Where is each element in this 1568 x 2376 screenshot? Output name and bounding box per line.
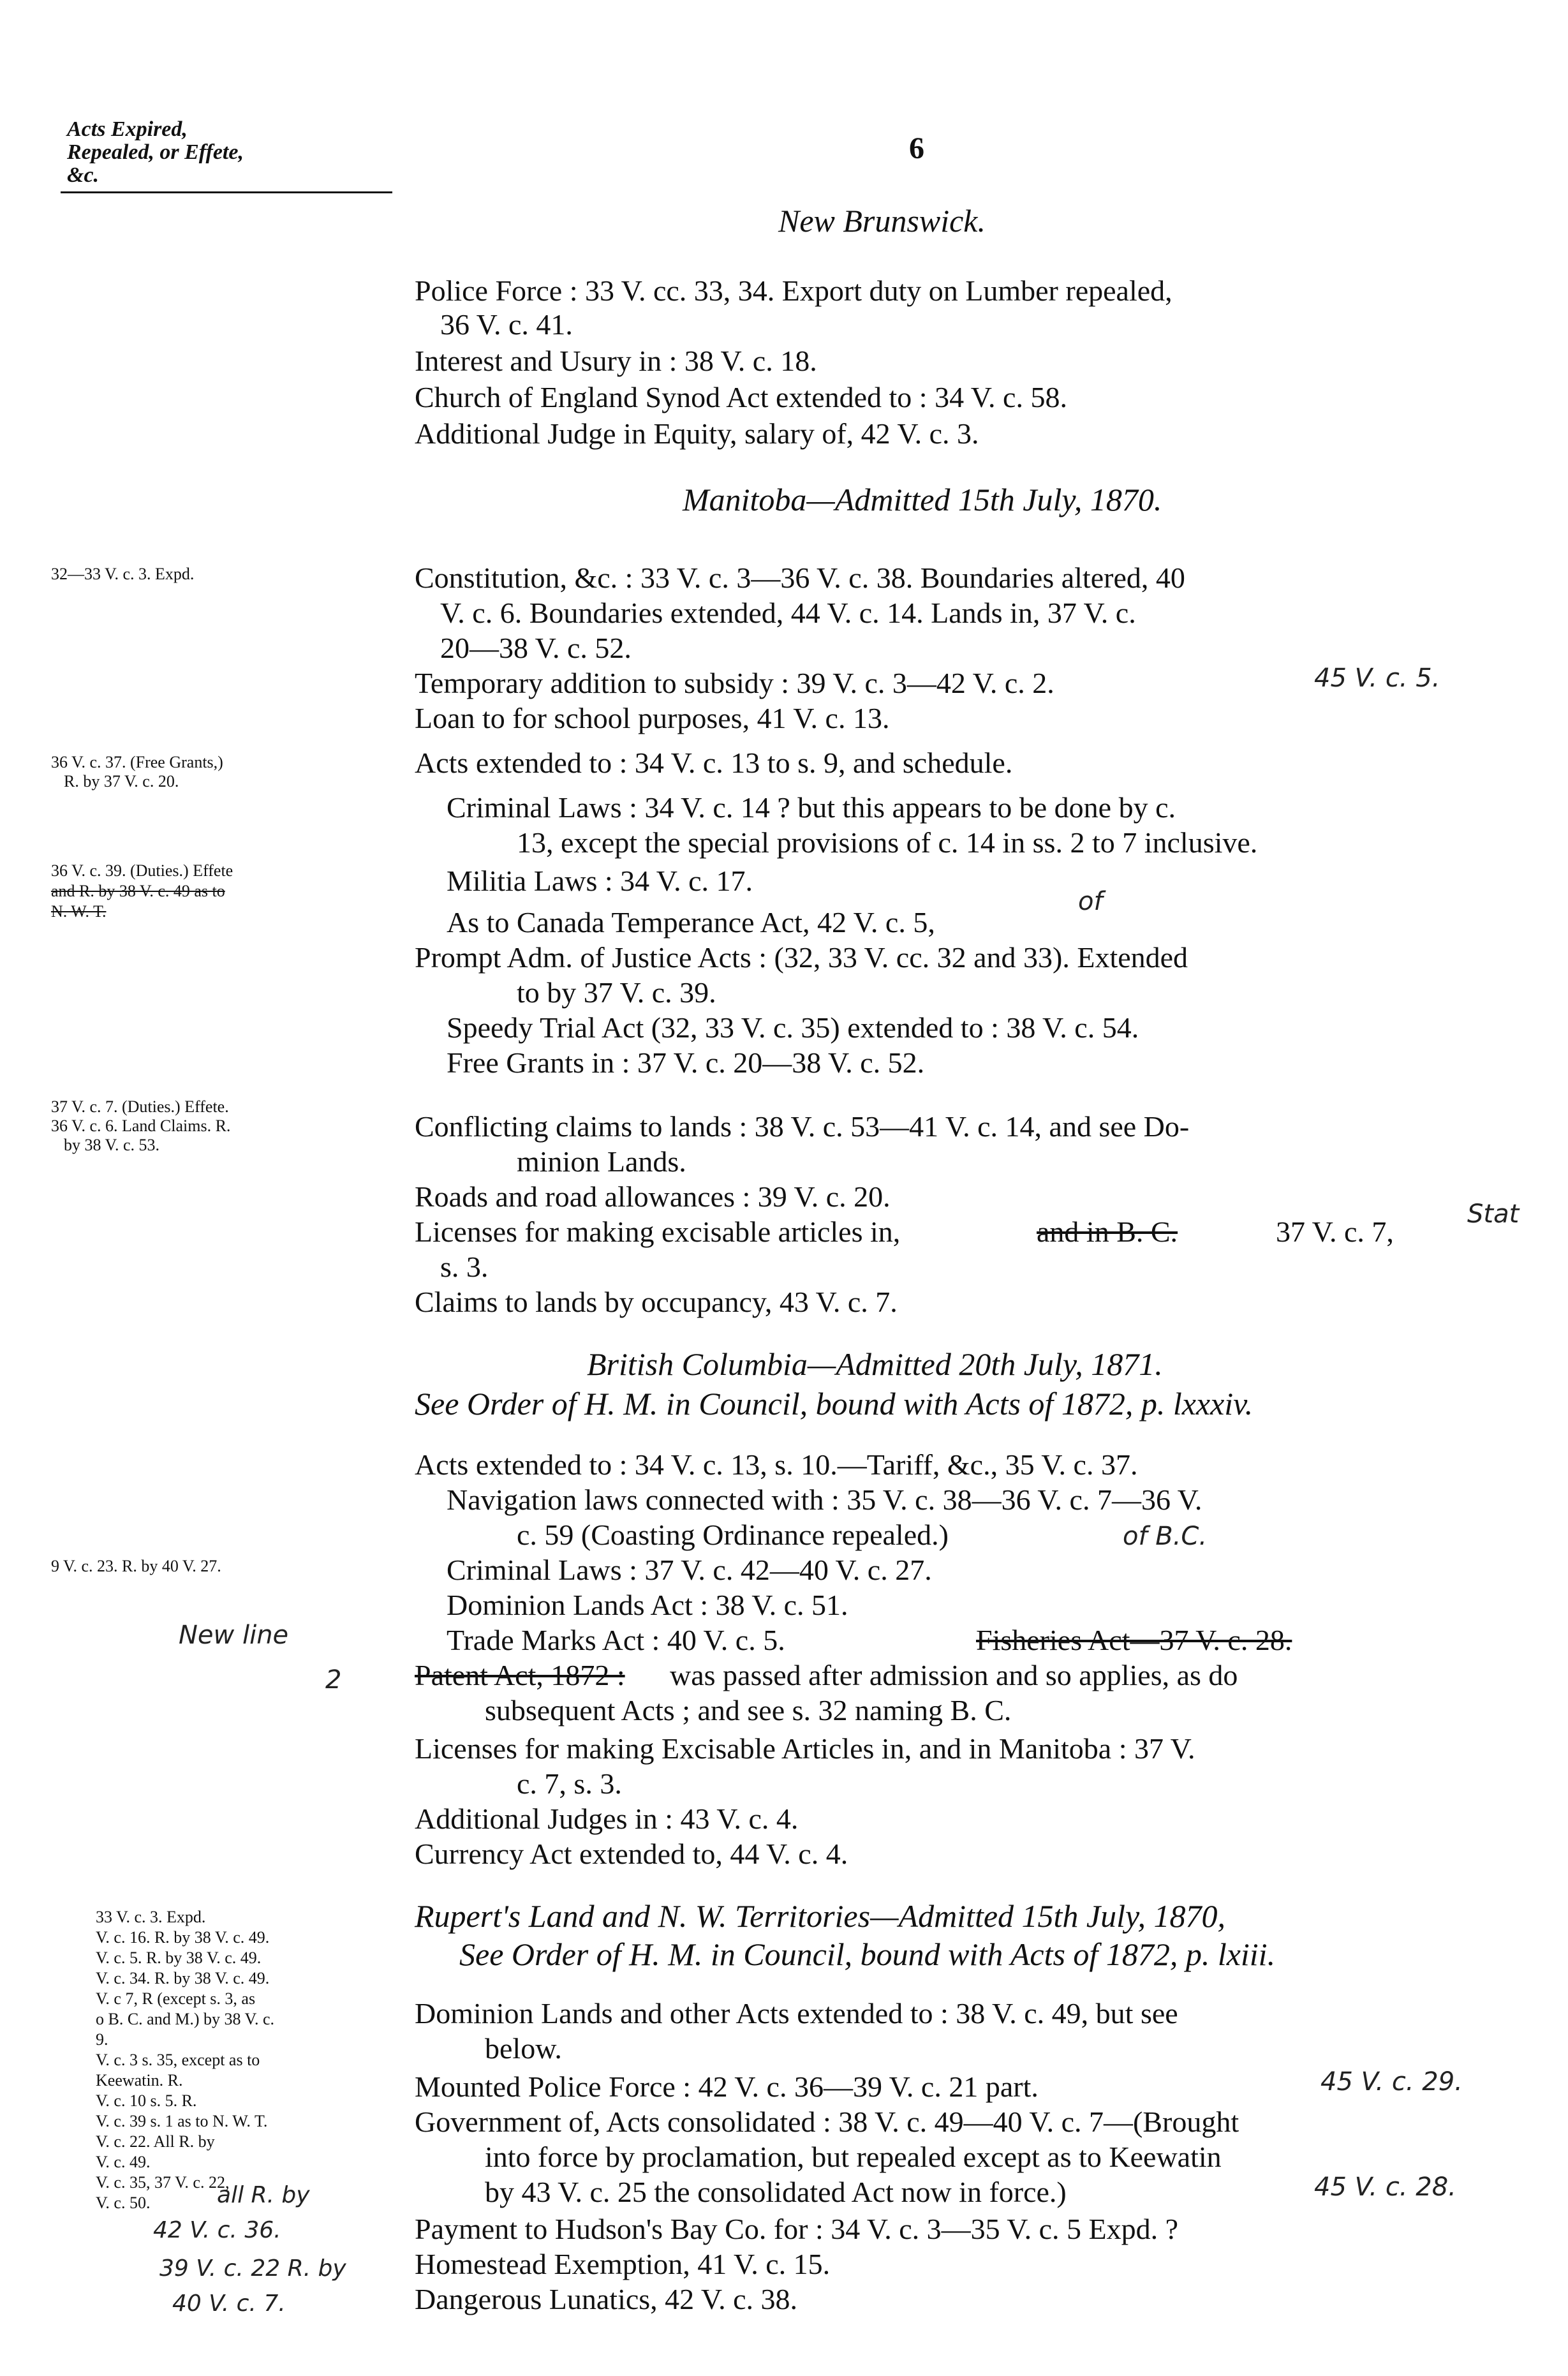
margin-note: V. c. 10 s. 5. R. [96,2091,197,2110]
manitoba-line: Roads and road allowances : 39 V. c. 20. [415,1180,891,1213]
margin-note: V. c. 16. R. by 38 V. c. 49. [96,1928,270,1947]
rl-line: Homestead Exemption, 41 V. c. 15. [415,2248,831,2280]
manitoba-line: 37 V. c. 7, [1276,1215,1394,1248]
bc-subtitle: See Order of H. M. in Council, bound with Acts of 1872, p. lxxxiv. [415,1386,1254,1422]
rl-line: Government of, Acts consolidated : 38 V. c. 49—40 V. c. 7—(Brought [415,2105,1239,2138]
margin-note: R. by 37 V. c. 20. [64,772,179,791]
manitoba-line: Temporary addition to subsidy : 39 V. c. 3—42 V. c. 2. [415,667,1054,699]
bc-line: c. 59 (Coasting Ordinance repealed.) [517,1518,949,1551]
new-brunswick-title: New Brunswick. [778,203,986,239]
manitoba-line: Licenses for making excisable articles in, [415,1215,901,1248]
rl-line: Payment to Hudson's Bay Co. for : 34 V. c. 3—35 V. c. 5 Expd. ? [415,2213,1179,2245]
margin-note: Keewatin. R. [96,2071,183,2090]
handwritten-note: 2 [325,1665,342,1695]
manitoba-line-struck: and in B. C. [1037,1215,1178,1248]
bc-line: was passed after admission and so applies, as do [670,1659,1238,1691]
nb-line: Additional Judge in Equity, salary of, 42 V. c. 3. [415,417,979,450]
margin-note-struck: N. W. T. [51,902,107,921]
manitoba-line: 20—38 V. c. 52. [440,632,632,664]
manitoba-line: V. c. 6. Boundaries extended, 44 V. c. 14. Lands in, 37 V. c. [440,597,1136,629]
manitoba-line: Free Grants in : 37 V. c. 20—38 V. c. 52. [447,1046,925,1079]
margin-note: 37 V. c. 7. (Duties.) Effete. [51,1097,229,1116]
manitoba-line: minion Lands. [517,1145,686,1178]
margin-note: by 38 V. c. 53. [64,1136,159,1154]
margin-note: 33 V. c. 3. Expd. [96,1908,206,1926]
margin-note: 36 V. c. 39. (Duties.) Effete [51,861,233,880]
handwritten-note: of [1078,887,1103,916]
margin-note: o B. C. and M.) by 38 V. c. [96,2010,274,2028]
page-number: 6 [909,131,924,165]
rl-line: into force by proclamation, but repealed except as to Keewatin [485,2141,1222,2173]
bc-line: c. 7, s. 3. [517,1767,622,1800]
bc-title: British Columbia—Admitted 20th July, 1871. [587,1346,1163,1382]
margin-note: V. c. 39 s. 1 as to N. W. T. [96,2112,268,2130]
margin-note: V. c. 49. [96,2153,151,2171]
nb-line: Interest and Usury in : 38 V. c. 18. [415,345,817,377]
bc-line: Trade Marks Act : 40 V. c. 5. [447,1624,785,1656]
handwritten-note: 42 V. c. 36. [153,2217,281,2243]
margin-note: V. c. 5. R. by 38 V. c. 49. [96,1949,262,1967]
margin-note: 9 V. c. 23. R. by 40 V. 27. [51,1557,221,1575]
bc-line: Acts extended to : 34 V. c. 13, s. 10.—Tariff, &c., 35 V. c. 37. [415,1448,1138,1481]
manitoba-line: Militia Laws : 34 V. c. 17. [447,865,753,897]
bc-line-struck: Patent Act, 1872 : [415,1659,625,1691]
manitoba-line: Claims to lands by occupancy, 43 V. c. 7. [415,1286,898,1318]
handwritten-note: 45 V. c. 5. [1314,664,1440,693]
bc-line: Currency Act extended to, 44 V. c. 4. [415,1838,848,1870]
ruperts-land-title: Rupert's Land and N. W. Territories—Admitted 15th July, 1870, [415,1898,1225,1934]
nb-line: Church of England Synod Act extended to : 34 V. c. 58. [415,381,1067,413]
header-rule [61,191,392,193]
margin-note: V. c 7, R (except s. 3, as [96,1989,256,2008]
margin-note: V. c. 22. All R. by [96,2132,215,2151]
handwritten-note: of B.C. [1123,1522,1208,1551]
margin-note: V. c. 34. R. by 38 V. c. 49. [96,1969,270,1987]
margin-note: V. c. 3 s. 35, except as to [96,2051,260,2069]
margin-note: 9. [96,2030,108,2049]
handwritten-note: 40 V. c. 7. [172,2291,286,2317]
bc-line: Navigation laws connected with : 35 V. c. 38—36 V. c. 7—36 V. [447,1483,1202,1516]
handwritten-note: New line [179,1621,289,1650]
manitoba-line: Constitution, &c. : 33 V. c. 3—36 V. c. 38. Boundaries altered, 40 [415,561,1185,594]
handwritten-note: 45 V. c. 28. [1314,2172,1456,2202]
margin-note: V. c. 50. [96,2194,151,2212]
manitoba-line: Acts extended to : 34 V. c. 13 to s. 9, and schedule. [415,746,1013,779]
manitoba-line: Prompt Adm. of Justice Acts : (32, 33 V. cc. 32 and 33). Extended [415,941,1188,974]
manitoba-line: s. 3. [440,1251,489,1283]
handwritten-note: all R. by [217,2182,310,2208]
rl-line: by 43 V. c. 25 the consolidated Act now in force.) [485,2176,1067,2208]
manitoba-line: 13, except the special provisions of c. 14 in ss. 2 to 7 inclusive. [517,826,1258,859]
manitoba-line: Loan to for school purposes, 41 V. c. 13. [415,702,890,734]
margin-note: 36 V. c. 6. Land Claims. R. [51,1117,231,1135]
bc-line: Criminal Laws : 37 V. c. 42—40 V. c. 27. [447,1554,932,1586]
manitoba-line: Conflicting claims to lands : 38 V. c. 53—41 V. c. 14, and see Do- [415,1110,1190,1143]
handwritten-note: 39 V. c. 22 R. by [159,2255,346,2282]
bc-line: subsequent Acts ; and see s. 32 naming B. C. [485,1694,1012,1726]
handwritten-note: 45 V. c. 29. [1320,2067,1463,2097]
margin-note: 36 V. c. 37. (Free Grants,) [51,753,223,771]
rl-line: Dominion Lands and other Acts extended to : 38 V. c. 49, but see [415,1997,1178,2030]
nb-line: Police Force : 33 V. cc. 33, 34. Export duty on Lumber repealed, [415,274,1172,307]
bc-line: Licenses for making Excisable Articles in, and in Manitoba : 37 V. [415,1732,1195,1765]
rl-line: Dangerous Lunatics, 42 V. c. 38. [415,2283,798,2315]
bc-line: Additional Judges in : 43 V. c. 4. [415,1802,799,1835]
rl-line: below. [485,2032,562,2065]
manitoba-line: Criminal Laws : 34 V. c. 14 ? but this appears to be done by c. [447,791,1176,824]
rl-line: Mounted Police Force : 42 V. c. 36—39 V. c. 21 part. [415,2070,1039,2103]
margin-note-struck: and R. by 38 V. c. 49 as to [51,882,225,900]
bc-line: Dominion Lands Act : 38 V. c. 51. [447,1589,848,1621]
manitoba-line: Speedy Trial Act (32, 33 V. c. 35) extended to : 38 V. c. 54. [447,1011,1139,1044]
margin-note: V. c. 35, 37 V. c. 22, [96,2173,230,2192]
margin-heading: Acts Expired, Repealed, or Effete, &c. [67,117,244,187]
margin-note: 32—33 V. c. 3. Expd. [51,565,195,583]
bc-line-struck: Fisheries Act—37 V. c. 28. [976,1624,1292,1656]
handwritten-note: Stat [1467,1199,1520,1229]
manitoba-line: to by 37 V. c. 39. [517,976,716,1009]
ruperts-land-subtitle: See Order of H. M. in Council, bound with Acts of 1872, p. lxiii. [459,1936,1276,1972]
manitoba-line: As to Canada Temperance Act, 42 V. c. 5, [447,906,935,939]
nb-line: 36 V. c. 41. [440,308,573,341]
manitoba-title: Manitoba—Admitted 15th July, 1870. [683,482,1162,517]
